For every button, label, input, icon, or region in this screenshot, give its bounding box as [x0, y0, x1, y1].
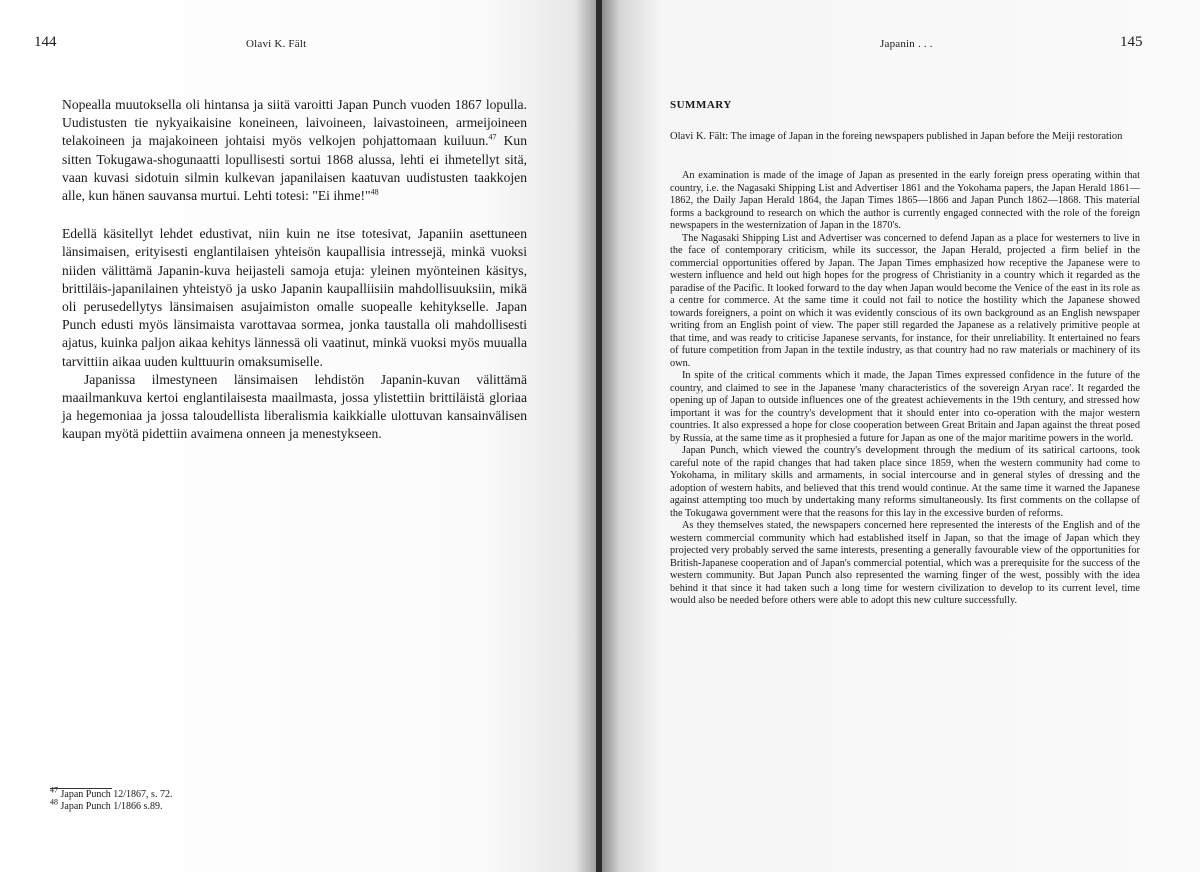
right-page-number: 145: [1120, 34, 1143, 50]
summary-paragraph-3: In spite of the critical comments which it made, the Japan Times expressed confidence in the future of the country, and claimed to see in the Japanese 'many characteristics of the sovereign Aryan race'. It regarded the opening up of Japan to outside influences one of the greatest achievements in the 19th century, and stressed how important it was for the country's development that it should enter into co-operation with the major western countries. It also expressed a hope for close cooperation between Great Britain and Japan against the threat posed by Russia, at the same time as it prophesied a future for Japan as one of the major maritime powers in the world.: [670, 370, 1140, 444]
summary-paragraph-5: As they themselves stated, the newspapers concerned here represented the interests of the English and of the western commercial community which had established itself in Japan, so that the image of Japan which they projected very probably served the same interests, presenting a generally favourable view of the opportunities for British-Japanese cooperation and of Japan's commercial potential, which was a prerequisite for the success of the western community. But Japan Punch also represented the warning finger of the west, possibly with the idea behind it that since it had taken such a long time for western civilization to develop to its current level, time would also be needed before others were able to adopt this new culture successfully.: [670, 520, 1140, 606]
right-page: [602, 0, 1200, 872]
footnote-47: $^{47}$ Japan Punch 12/1867, s. 72.: [50, 785, 173, 800]
summary-subtitle: Olavi K. Fält: The image of Japan in the foreing newspapers published in Japan before the Meiji restoration: [670, 131, 1123, 142]
summary-paragraph-4: Japan Punch, which viewed the country's development through the medium of its satirical cartoons, took careful note of the rapid changes that had taken place since 1859, when the western community had come to Yokohama, in military skills and armaments, in social intercourse and in general styles of dressing and the adoption of western habits, and believed that this trend would continue. At the same time it warned the Japanese against attempting too much by undertaking many reforms simultaneously. Its first comments on the collapse of the Tokugawa government were that the reasons for this lay in the excessive burden of reforms.: [670, 445, 1140, 519]
footnote-48: $^{48}$ Japan Punch 1/1866 s.89.: [50, 797, 163, 812]
summary-paragraph-1: An examination is made of the image of Japan as presented in the early foreign press operating within that country, i.e. the Nagasaki Shipping List and Advertiser 1861 and the Yokohama papers, the Japan Herald 1861—1862, the Daily Japan Herald 1864, the Japan Times 1865—1866 and Japan Punch 1862—1868. This material forms a background to research on which the author is currently engaged connected with the role of the foreign newspapers in the westernization of Japan in the 1870's.: [670, 170, 1140, 231]
left-running-head: Olavi K. Fält: [246, 38, 307, 50]
left-paragraph-1: Nopealla muutoksella oli hintansa ja siitä varoitti Japan Punch vuoden 1867 lopulla. Uudistusten tie nykyaikaisine koneineen, laivoineen, laivastoineen, armeijoineen telakoineen ja majakoineen johtaisi myös velkojen pohjattomaan kuiluun.$^{47}$ Kun sitten Tokugawa-shogunaatti lopullisesti sortui 1868 alussa, lehti ei ihmetellyt sitä, vaan kuvasi sidotuin silmin kulkevan japanilaisen kaatuvan uudistusten taakkojen alle, kun hänen sauvansa murtui. Lehti totesi: "Ei ihme!"$^{48}$: [62, 97, 527, 204]
left-paragraph-2: Edellä käsitellyt lehdet edustivat, niin kuin ne itse totesivat, Japaniin asettuneen länsimaisen, erityisesti englantilaisen yhteisön kaupallisia intressejä, minkä vuoksi niiden välittämä Japanin-kuva heijasteli samoja etuja: yleinen myönteinen käsitys, brittiläis-japanilainen yhteistyö ja usko Japanin kaupalliisiin mahdollisuuksiin, mikä oli perusedellytys länsimaisen asujaimiston omalle suopealle kehitykselle. Japan Punch edusti myös länsimaista varottavaa sormea, jonka taustalla oli mahdollisesti ajatus, kuinka paljon aikaa kehitys lännessä oli vaatinut, minkä vuoksi myös muualla tarvittiin aikaa uuden kulttuurin omaksumiselle.: [62, 226, 527, 369]
summary-paragraph-2: The Nagasaki Shipping List and Advertiser was concerned to defend Japan as a place for westerners to live in the face of contemporary criticism, while its successor, the Japan Herald, projected a firm belief in the commercial opportunities offered by Japan. The Japan Times emphasized how receptive the Japanese were to western influence and held out high hopes for the progress of Christianity in a country which it regarded as the paradise of the Pacific. It looked forward to the day when Japan would become the Venice of the east in its role as a centre for commerce. At the same time it could not fail to notice the hostility which the Japanese showed towards foreigners, a point on which it was evidently conscious of its own background as an English newspaper writing from an English point of view. The paper still regarded the Japanese as a relatively primitive people at that time, and was ready to criticise Japanese servants, for instance, for their unreliability. It entertained no fears of future competition from Japan in the textile industry, as that country had no raw materials or machinery of its own.: [670, 232, 1140, 369]
summary-heading: SUMMARY: [670, 99, 732, 111]
left-paragraph-3: Japanissa ilmestyneen länsimaisen lehdistön Japanin-kuvan välittämä maailmankuva kertoi englantilaisesta maailmasta, jossa ylistettiin brittiläistä gloriaa ja hegemoniaa ja jossa taloudellista liberalismia kaikkialle ulottuvan kansainvälisen kaupan myötä pidettiin avaimena onneen ja menestykseen.: [62, 371, 527, 442]
footnote-ref-48: 48: [370, 187, 379, 197]
left-body-text: [62, 96, 527, 444]
footnote-ref-47: 47: [488, 132, 497, 142]
left-page-number: 144: [34, 34, 57, 50]
right-running-head: Japanin . . .: [880, 38, 933, 50]
left-page: [0, 0, 598, 872]
footnotes: [50, 785, 350, 813]
summary-body: [670, 170, 1140, 608]
